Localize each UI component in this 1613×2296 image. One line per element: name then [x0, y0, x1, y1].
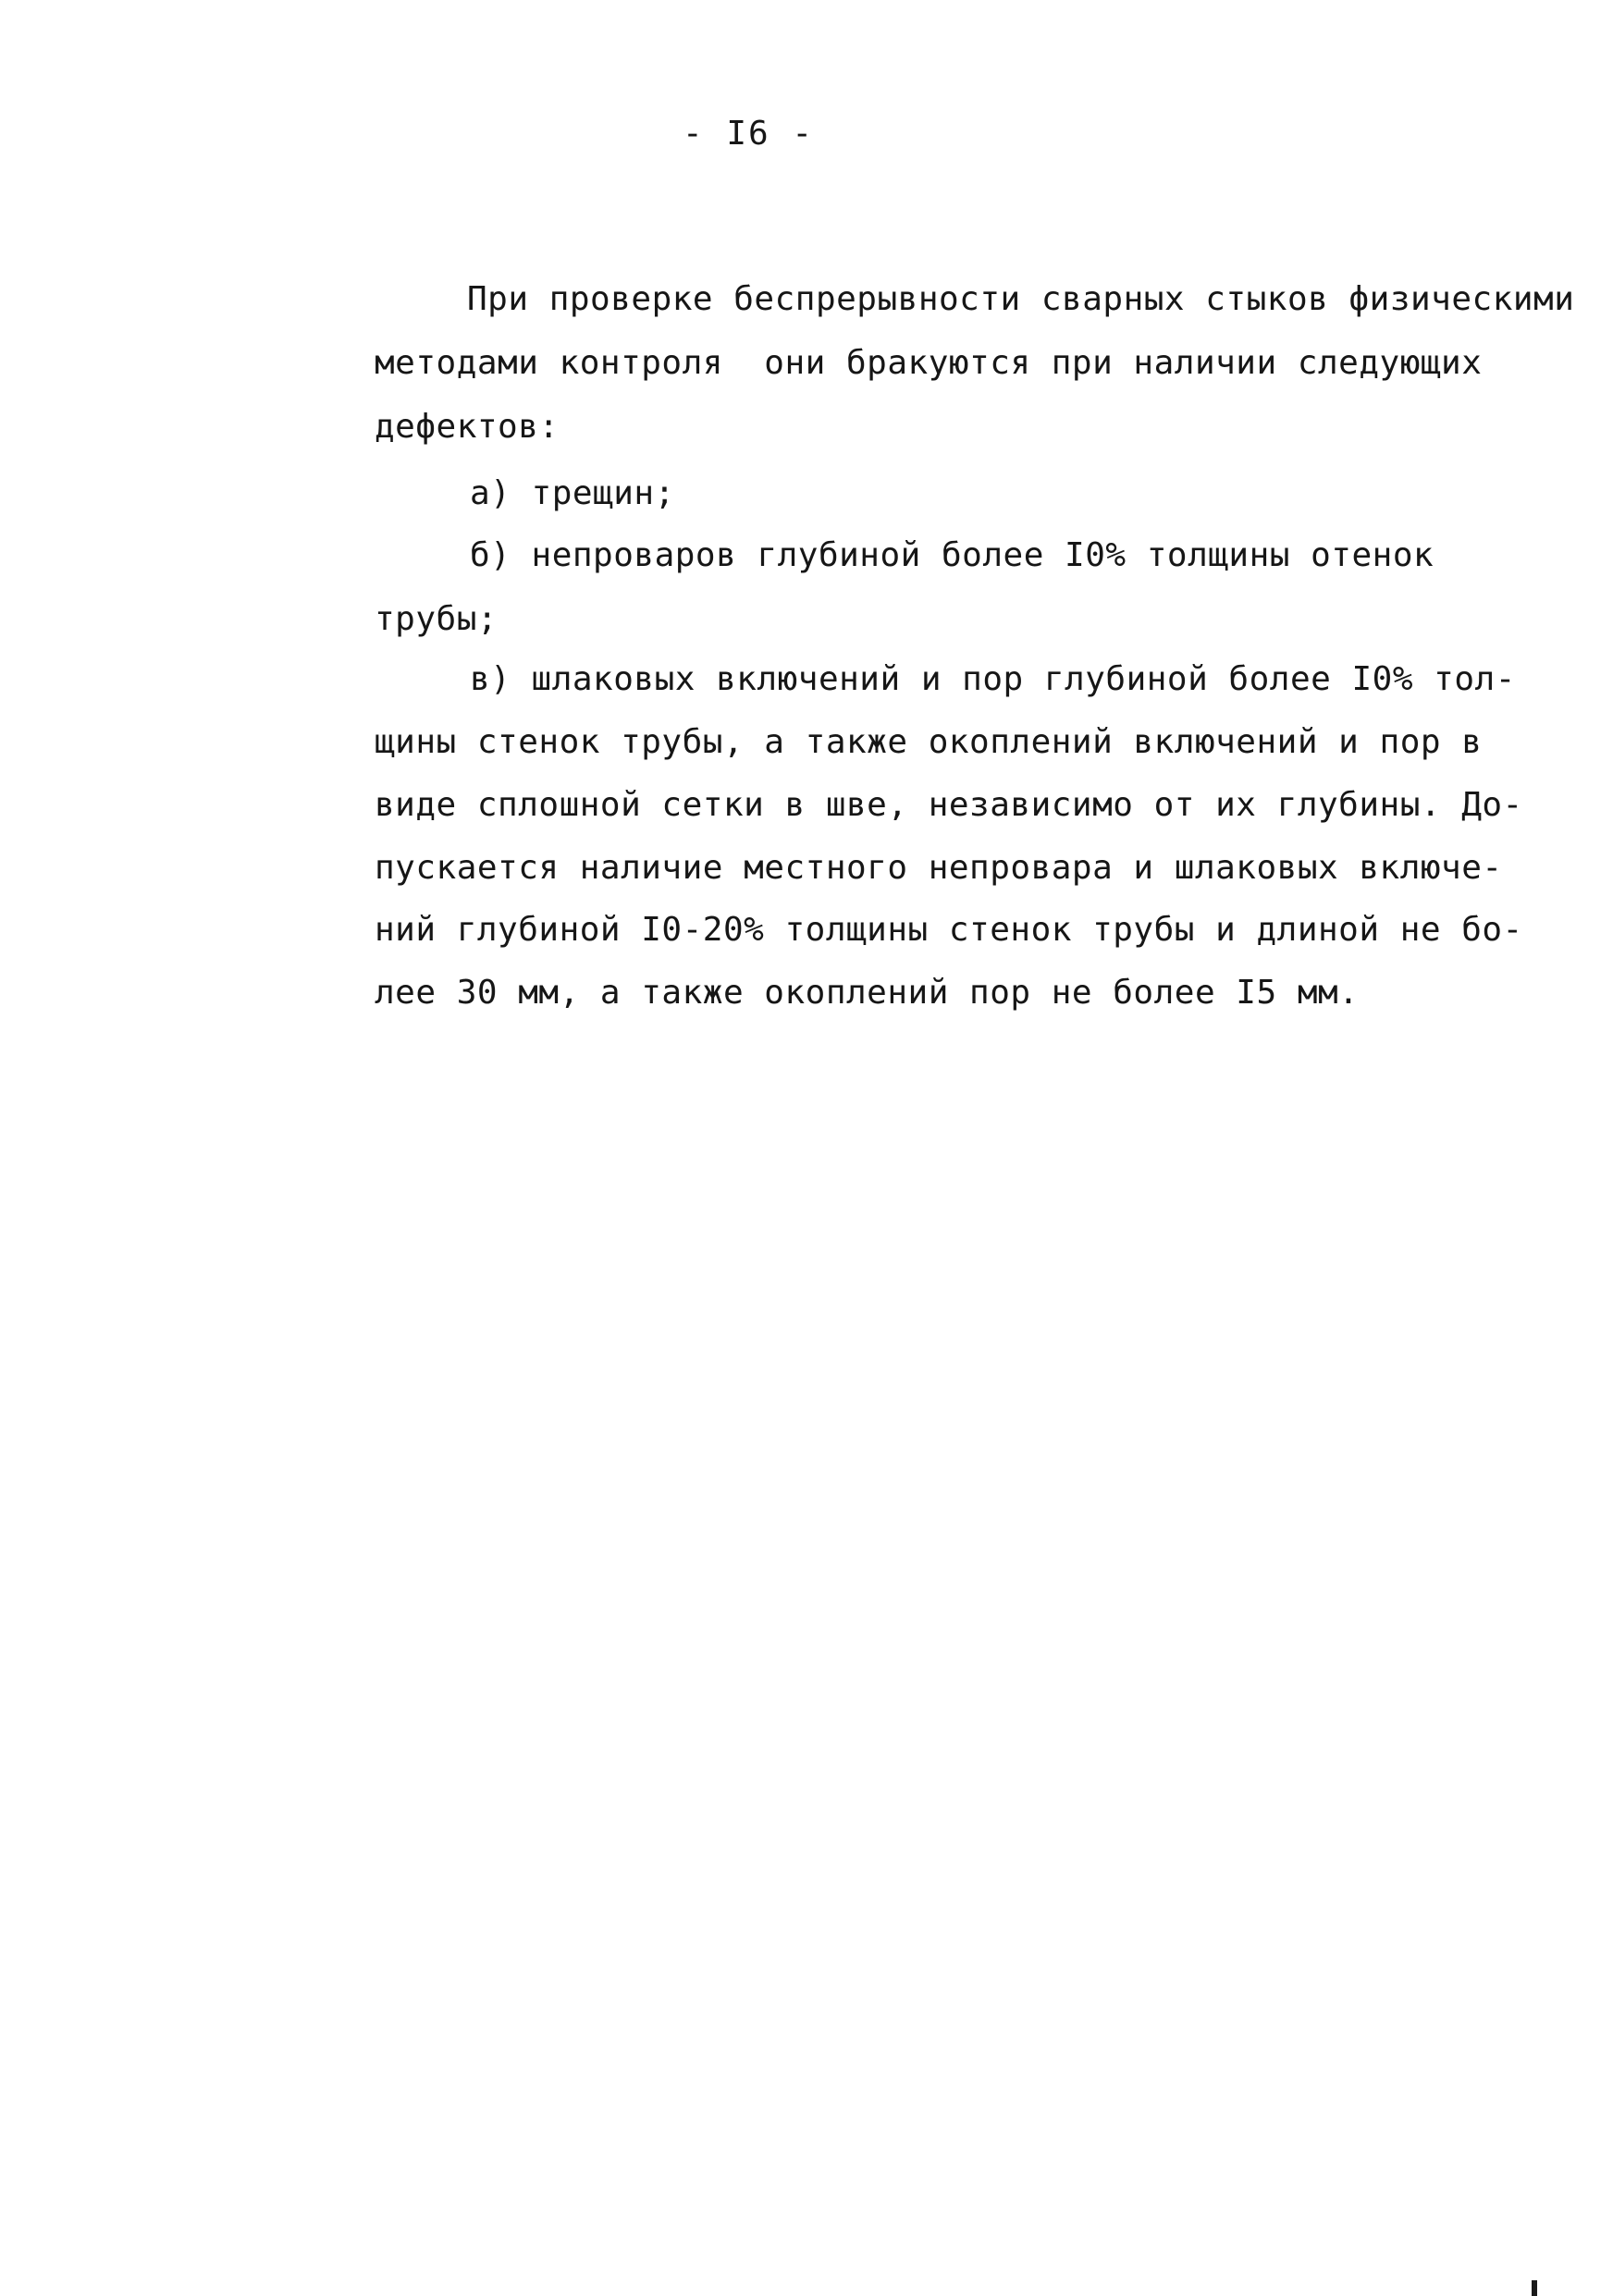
text-line: методами контроля они бракуются при наличии следующих — [375, 344, 1483, 382]
text-line: а) трещин; — [470, 474, 675, 512]
text-line: в) шлаковых включений и пор глубиной более I0% тол- — [470, 660, 1516, 698]
text-line: ний глубиной I0-20% толщины стенок трубы и длиной не бо- — [375, 911, 1523, 949]
text-line: б) непроваров глубиной более I0% толщины отенок — [470, 536, 1434, 574]
text-line: лее 30 мм, а также окоплений пор не более I5 мм. — [375, 974, 1360, 1012]
text-line: виде сплошной сетки в шве, независимо от их глубины. До- — [375, 786, 1523, 824]
text-line: дефектов: — [375, 408, 560, 446]
text-line: щины стенок трубы, а также окоплений включений и пор в — [375, 723, 1483, 761]
scan-mark — [1532, 2280, 1537, 2296]
text-line: трубы; — [375, 600, 499, 638]
page-number: - I6 - — [683, 115, 815, 153]
text-line: При проверке беспрерывности сварных стыков физическими — [467, 280, 1575, 318]
text-line: пускается наличие местного непровара и шлаковых включе- — [375, 849, 1503, 887]
